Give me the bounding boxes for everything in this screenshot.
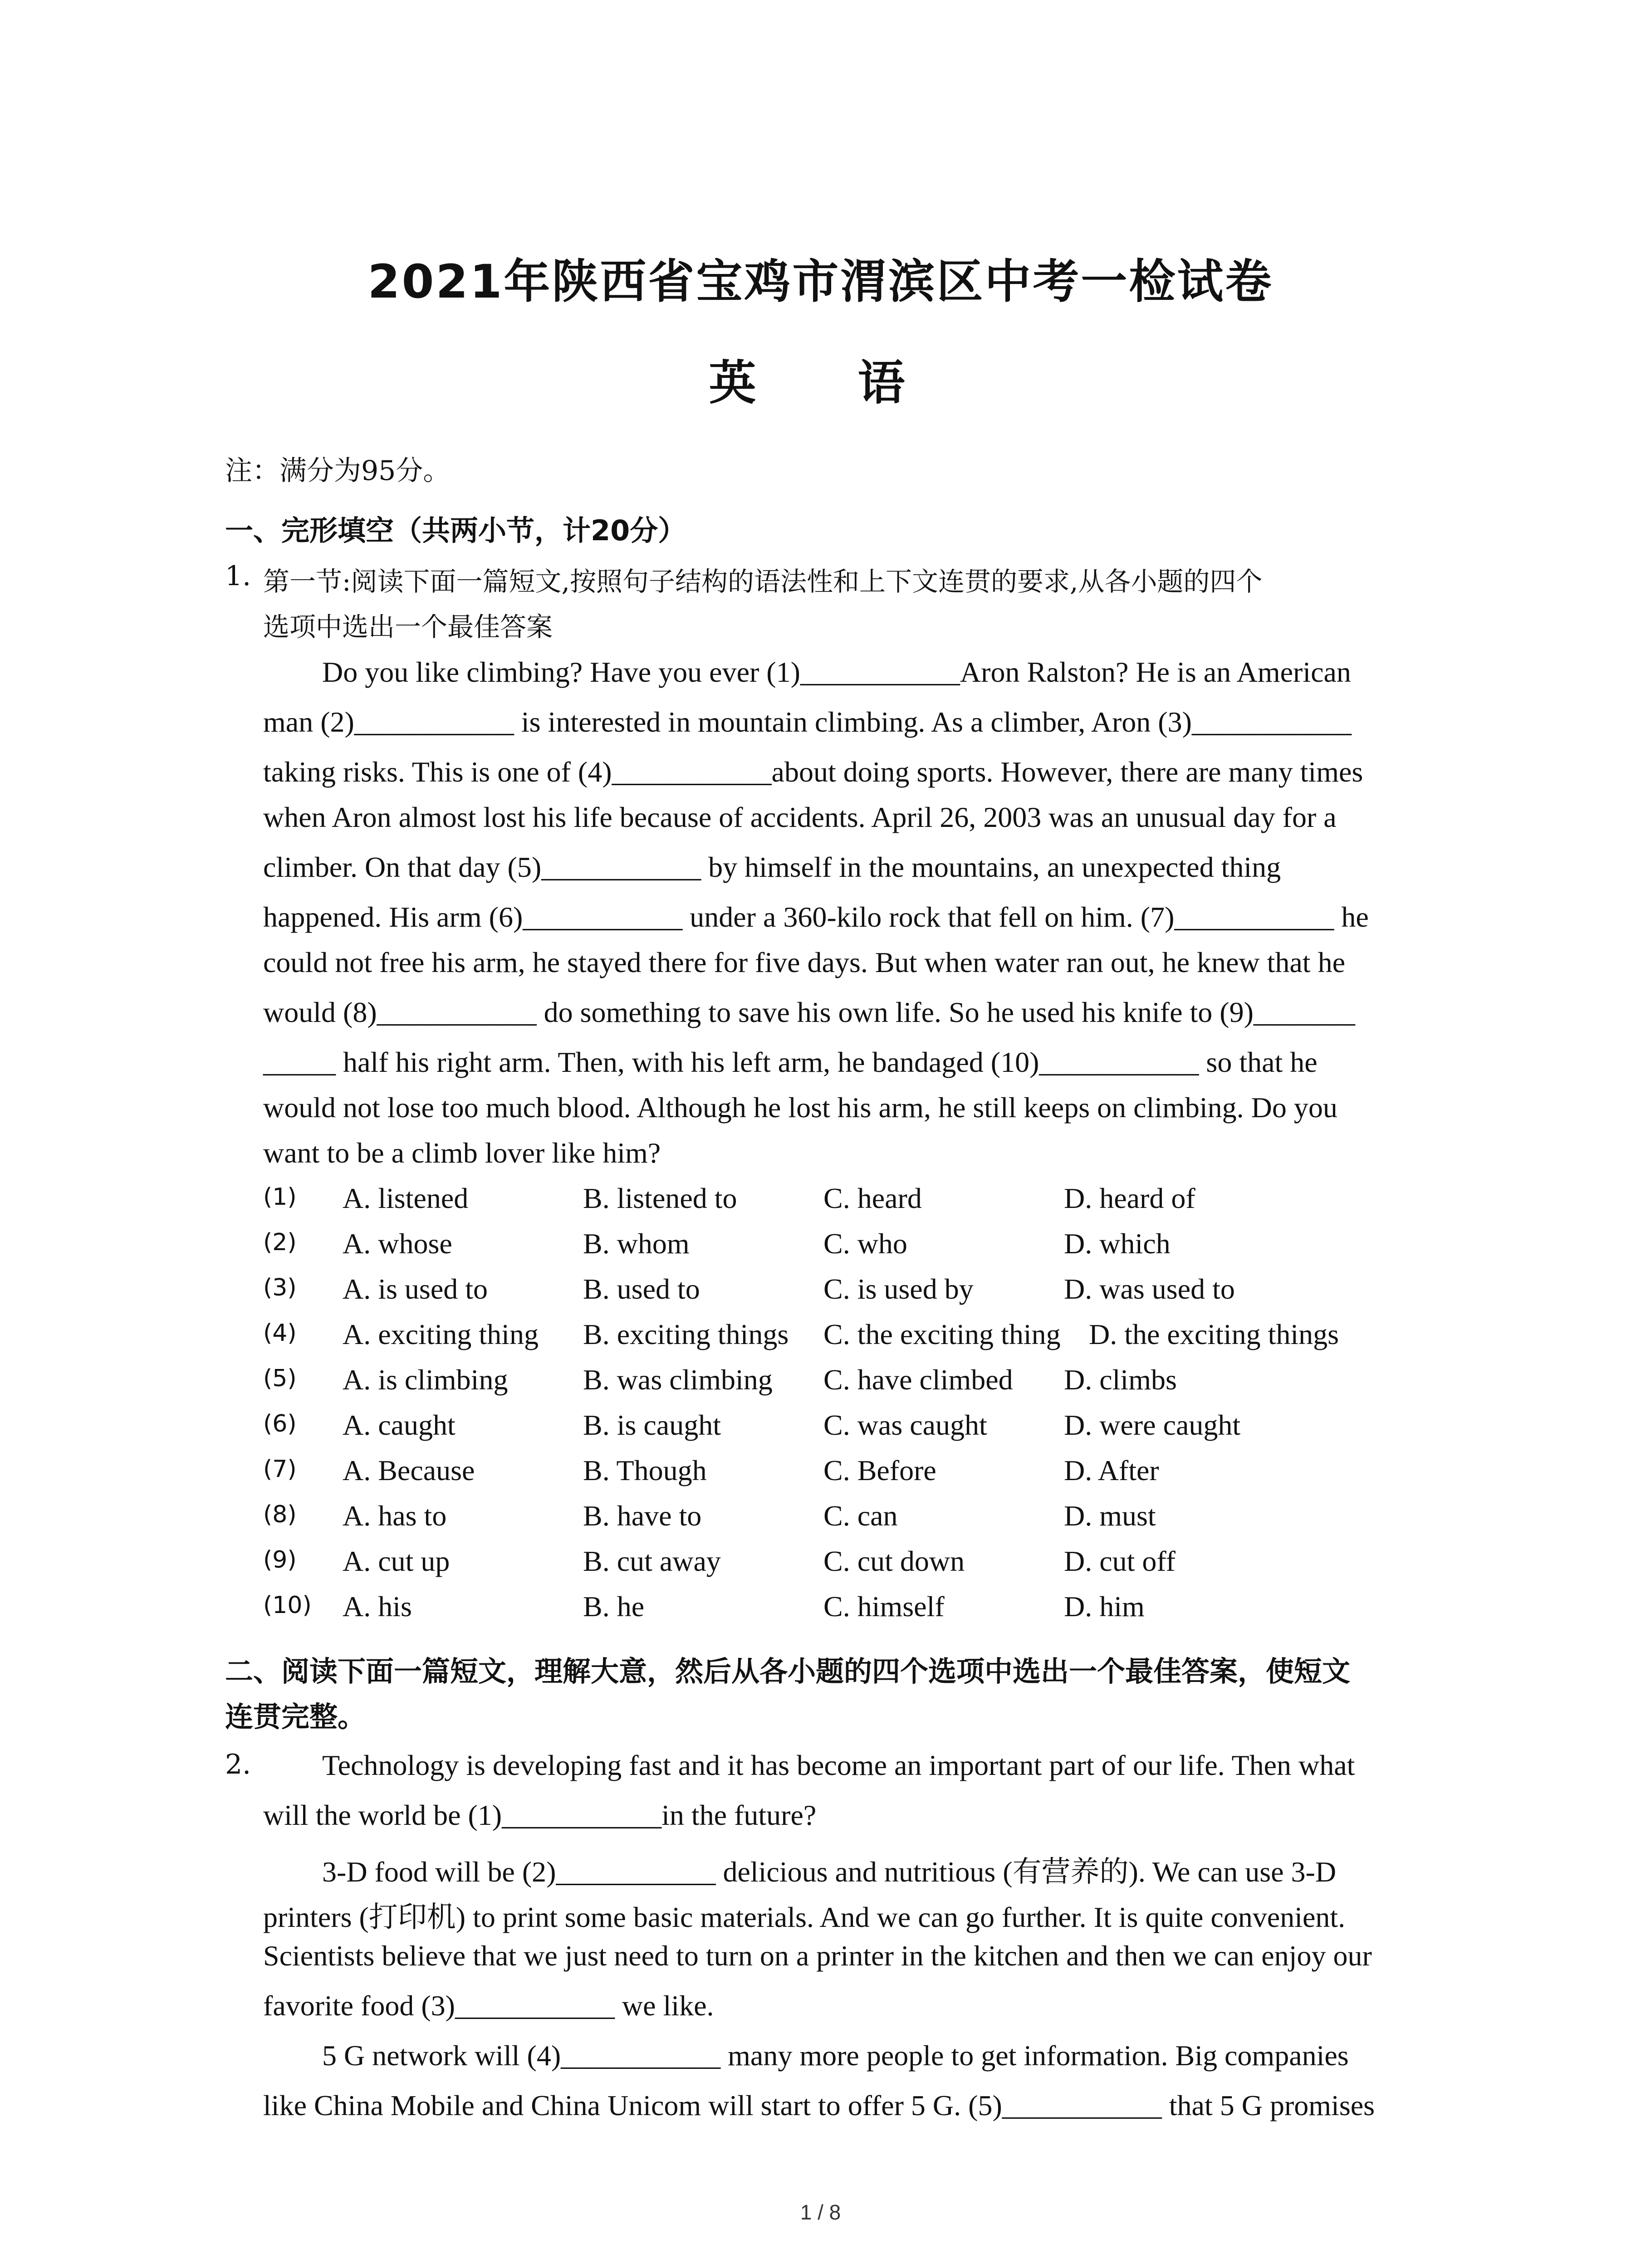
q2-passage-line: favorite food (3)___________ we like. xyxy=(263,1989,714,2022)
option-c[interactable]: C. who xyxy=(823,1227,907,1260)
q1-passage-line: would not lose too much blood. Although he lost his arm, he still keeps on climbing. Do you xyxy=(263,1091,1337,1124)
option-a[interactable]: A. is used to xyxy=(343,1273,488,1305)
option-number: (5) xyxy=(263,1365,297,1392)
q2-number: 2. xyxy=(225,1749,251,1780)
option-a[interactable]: A. cut up xyxy=(343,1545,450,1577)
q1-number: 1. xyxy=(225,560,251,592)
option-d[interactable]: D. which xyxy=(1064,1227,1171,1260)
option-b[interactable]: B. is caught xyxy=(583,1409,721,1441)
option-a[interactable]: A. has to xyxy=(343,1500,447,1532)
option-d[interactable]: D. heard of xyxy=(1064,1182,1195,1214)
q1-passage-line: _____ half his right arm. Then, with his left arm, he bandaged (10)___________ so that he xyxy=(263,1046,1318,1078)
q1-instruction-line1: 第一节:阅读下面一篇短文,按照句子结构的语法性和上下文连贯的要求,从各小题的四个 xyxy=(263,566,1263,597)
option-c[interactable]: C. can xyxy=(823,1500,898,1532)
q2-passage-line: Technology is developing fast and it has become an important part of our life. Then what xyxy=(322,1749,1355,1781)
q1-passage-line: happened. His arm (6)___________ under a 360-kilo rock that fell on him. (7)___________ he xyxy=(263,901,1369,933)
option-d[interactable]: D. cut off xyxy=(1064,1545,1176,1577)
option-d[interactable]: D. must xyxy=(1064,1500,1156,1532)
option-number: (2) xyxy=(263,1229,297,1256)
option-c[interactable]: C. is used by xyxy=(823,1273,974,1305)
option-number: (4) xyxy=(263,1320,297,1347)
option-c[interactable]: C. the exciting thing xyxy=(823,1318,1061,1350)
q1-passage-line: Do you like climbing? Have you ever (1)___________Aron Ralston? He is an American xyxy=(322,656,1351,688)
option-c[interactable]: C. was caught xyxy=(823,1409,987,1441)
section1-heading: 一、完形填空（共两小节，计20分） xyxy=(225,514,686,547)
option-d[interactable]: D. After xyxy=(1064,1454,1159,1486)
score-note: 注：满分为95分。 xyxy=(225,455,451,487)
option-d[interactable]: D. were caught xyxy=(1064,1409,1241,1441)
q1-passage-line: want to be a climb lover like him? xyxy=(263,1137,661,1169)
option-b[interactable]: B. Though xyxy=(583,1454,707,1486)
option-b[interactable]: B. listened to xyxy=(583,1182,737,1214)
section2-heading-line1: 二、阅读下面一篇短文，理解大意，然后从各小题的四个选项中选出一个最佳答案，使短文 xyxy=(225,1655,1351,1688)
page-title: 2021年陕西省宝鸡市渭滨区中考一检试卷 xyxy=(367,255,1274,309)
option-number: (10) xyxy=(263,1592,312,1619)
option-a[interactable]: A. exciting thing xyxy=(343,1318,539,1350)
q1-passage-line: when Aron almost lost his life because of accidents. April 26, 2003 was an unusual day for a xyxy=(263,801,1337,833)
option-a[interactable]: A. listened xyxy=(343,1182,469,1214)
q2-passage-line: 5 G network will (4)___________ many more people to get information. Big companies xyxy=(322,2039,1349,2072)
option-b[interactable]: B. cut away xyxy=(583,1545,721,1577)
q2-passage-line: printers (打印机) to print some basic materials. And we can go further. It is quite convenient. xyxy=(263,1901,1346,1933)
option-d[interactable]: D. him xyxy=(1064,1590,1145,1623)
option-a[interactable]: A. Because xyxy=(343,1454,475,1486)
q1-instruction-line2: 选项中选出一个最佳答案 xyxy=(263,611,553,642)
q1-passage-line: climber. On that day (5)___________ by himself in the mountains, an unexpected thing xyxy=(263,851,1281,883)
option-b[interactable]: B. whom xyxy=(583,1227,690,1260)
page-number: 1 / 8 xyxy=(800,2200,841,2224)
option-b[interactable]: B. used to xyxy=(583,1273,700,1305)
q1-passage-line: taking risks. This is one of (4)___________about doing sports. However, there are many times xyxy=(263,756,1363,788)
option-b[interactable]: B. he xyxy=(583,1590,645,1623)
option-a[interactable]: A. his xyxy=(343,1590,412,1623)
option-c[interactable]: C. cut down xyxy=(823,1545,965,1577)
option-a[interactable]: A. is climbing xyxy=(343,1364,508,1396)
q2-passage-line: Scientists believe that we just need to turn on a printer in the kitchen and then we can enjoy our xyxy=(263,1940,1372,1972)
q2-passage-line: will the world be (1)___________in the future? xyxy=(263,1799,817,1831)
option-number: (7) xyxy=(263,1456,297,1483)
option-b[interactable]: B. was climbing xyxy=(583,1364,773,1396)
option-a[interactable]: A. caught xyxy=(343,1409,456,1441)
option-c[interactable]: C. Before xyxy=(823,1454,936,1486)
option-b[interactable]: B. have to xyxy=(583,1500,702,1532)
q1-passage-line: could not free his arm, he stayed there for five days. But when water ran out, he knew that he xyxy=(263,946,1345,978)
q2-passage-line: 3-D food will be (2)___________ delicious and nutritious (有营养的). We can use 3-D xyxy=(322,1856,1337,1888)
option-c[interactable]: C. have climbed xyxy=(823,1364,1013,1396)
option-a[interactable]: A. whose xyxy=(343,1227,452,1260)
option-c[interactable]: C. himself xyxy=(823,1590,945,1623)
option-b[interactable]: B. exciting things xyxy=(583,1318,789,1350)
option-d[interactable]: D. climbs xyxy=(1064,1364,1177,1396)
option-c[interactable]: C. heard xyxy=(823,1182,922,1214)
option-number: (9) xyxy=(263,1546,297,1574)
option-number: (1) xyxy=(263,1183,297,1211)
page-subtitle: 英 语 xyxy=(709,355,932,411)
option-number: (8) xyxy=(263,1501,297,1528)
q1-passage-line: man (2)___________ is interested in mountain climbing. As a climber, Aron (3)___________ xyxy=(263,706,1352,738)
section2-heading-line2: 连贯完整。 xyxy=(225,1700,366,1733)
q1-passage-line: would (8)___________ do something to save his own life. So he used his knife to (9)_______ xyxy=(263,996,1355,1028)
q2-passage-line: like China Mobile and China Unicom will start to offer 5 G. (5)___________ that 5 G promises xyxy=(263,2089,1375,2121)
option-d[interactable]: D. was used to xyxy=(1064,1273,1235,1305)
option-number: (6) xyxy=(263,1410,297,1437)
option-number: (3) xyxy=(263,1274,297,1301)
option-d[interactable]: D. the exciting things xyxy=(1089,1318,1339,1350)
